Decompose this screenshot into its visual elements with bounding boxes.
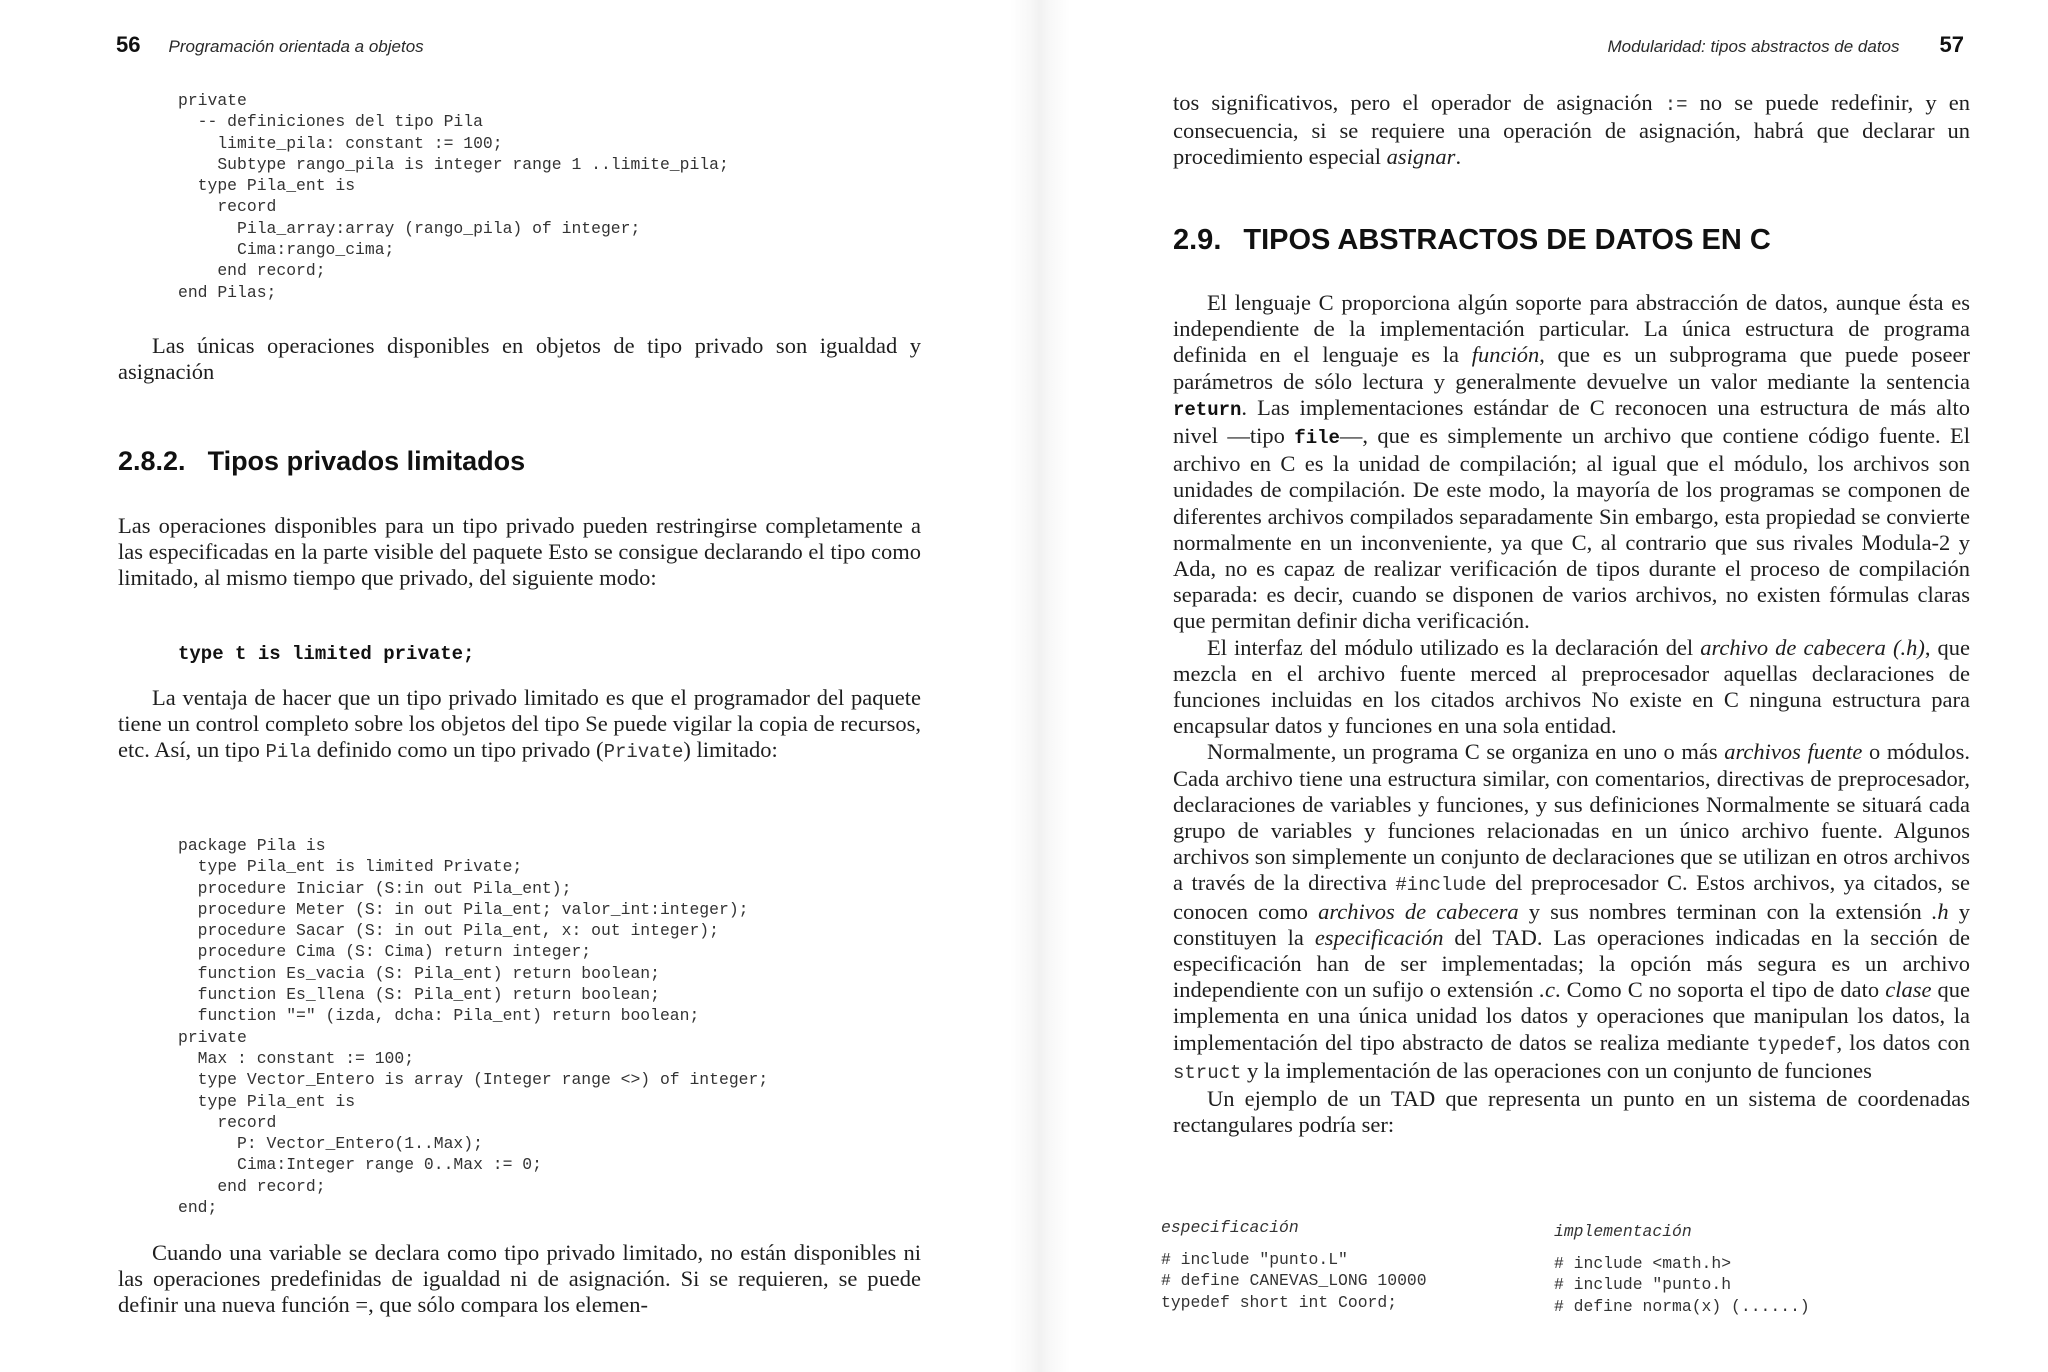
paragraph-when-declared: Cuando una variable se declara como tipo privado limitado, no están disponibles ni las operaciones predefinidas de igualdad ni de asignación. Si se requieren, se puede definir una nueva función =, que sólo compara los elemen- (118, 1240, 921, 1318)
typedef-keyword: typedef (1756, 1033, 1837, 1056)
especificacion-term: especificación (1314, 924, 1444, 950)
p3-text-j: y la implementación de las operaciones con un conjunto de funciones (1241, 1057, 1872, 1083)
limited-private-declaration: type t is limited private; (178, 643, 475, 665)
p3-text-f: del TAD. Las operaciones indicadas en la sección de especificación han de ser implementadas; la opción más segura es un archivo independiente con un sufijo o extensión (1173, 924, 1970, 1003)
funcion-term: función (1471, 342, 1540, 368)
paragraph-module-interface (1173, 635, 1970, 740)
spec-code-block: # include "punto.L" # define CANEVAS_LONG 10000 typedef short int Coord; (1161, 1250, 1427, 1312)
paragraph-restricted: Las operaciones disponibles para un tipo privado pueden restringirse completamente a las especificadas en la parte visible del paquete Esto se consigue declarando el tipo como limitado, al mismo tiempo que privado, del siguiente modo: (118, 513, 921, 591)
section-heading-2-8-2 (118, 446, 525, 477)
right-running-header (1608, 32, 1965, 60)
p1-text-b: , que es un subprograma que puede poseer parámetros de sólo lectura y generalmente devuelve un valor mediante la sentencia (1173, 342, 1970, 394)
paragraph-program-organization (1173, 739, 1970, 1086)
left-running-header (116, 32, 424, 60)
left-header-title: Programación orientada a objetos (168, 37, 424, 56)
p3-text-i: , los datos con (1836, 1029, 1970, 1055)
p3-text-a: Normalmente, un programa C se organiza en uno o más (1207, 739, 1725, 765)
right-page-number: 57 (1939, 32, 1964, 57)
struct-keyword: struct (1173, 1061, 1242, 1084)
assignment-operator: := (1664, 94, 1688, 116)
advantage-text-b: definido como un tipo privado ( (311, 737, 604, 763)
section-heading-2-9 (1173, 224, 1771, 257)
right-header-title: Modularidad: tipos abstractos de datos (1607, 37, 1900, 56)
p3-text-h: que implementa en una única unidad los datos y operaciones que manipulan los datos, la implementación del tipo abstracto de datos se realiza mediante (1173, 977, 1970, 1055)
continued-text-a: tos significativos, pero el operador de asignación (1173, 90, 1665, 115)
section-number: 2.9. (1173, 224, 1222, 256)
spec-column-title: especificación (1161, 1218, 1299, 1237)
paragraph-tad-example: Un ejemplo de un TAD que representa un punto en un sistema de coordenadas rectangulares podría ser: (1173, 1086, 1970, 1138)
advantage-code-private: Private (603, 741, 684, 764)
code-package-block: package Pila is type Pila_ent is limited Private; procedure Iniciar (S:in out Pila_ent); procedure Meter (S: in out Pila_ent; valor_int:integer); procedure Sacar (S: in out Pila_ent, x: out integer); procedure Cima (S: Cima) return integer; function Es_vacia (S: Pila_ent) return boolean; function Es_llena (S: Pila_ent) return boolean; function "=" (izda, dcha: Pila_ent) return boolean; private Max : constant := 100; type Vector_Entero is array (Integer range <>) of integer; type Pila_ent is record P: Vector_Entero(1..Max); Cima:Integer range 0..Max := 0; end record; end; (178, 836, 769, 1218)
right-page (1060, 0, 2048, 1372)
p2-text-a: El interfaz del módulo utilizado es la declaración del (1207, 634, 1701, 660)
paragraph-continued (1173, 90, 1970, 171)
paragraph-c-abstraction (1173, 290, 1970, 635)
c-extension: .c (1539, 977, 1555, 1003)
clase-term: clase (1885, 977, 1932, 1003)
archivos-cabecera-term: archivos de cabecera (1318, 898, 1519, 924)
include-directive: #include (1395, 874, 1487, 897)
section-number: 2.8.2. (118, 446, 186, 476)
impl-code-block: # include <math.h> # include "punto.h # define norma(x) (......) (1554, 1254, 1810, 1316)
return-keyword: return (1173, 398, 1242, 421)
advantage-code-pila: Pila (265, 741, 312, 764)
asignar-term: asignar (1386, 144, 1456, 170)
left-page (0, 0, 1020, 1372)
advantage-text-c: ) limitado: (683, 737, 778, 763)
p3-text-g: . Como C no soporta el tipo de dato (1554, 977, 1886, 1003)
h-extension: .h (1931, 898, 1949, 924)
impl-column-title: implementación (1554, 1222, 1692, 1241)
code-private-block: private -- definiciones del tipo Pila limite_pila: constant := 100; Subtype rango_pila is integer range 1 ..limite_pila; type Pila_ent is record Pila_array:array (rango_pila) of integer; Cima:rango_cima; end record; end Pilas; (178, 91, 729, 302)
p1-text-c: . Las implementaciones estándar de C reconocen una estructura de más alto nivel —tipo (1173, 394, 1970, 449)
p3-text-d: y sus nombres terminan con la extensión (1518, 898, 1932, 924)
paragraph-advantage (118, 685, 921, 766)
p2-text-b: , que mezcla en el archivo fuente merced al preprocesador aquellas declaraciones de funciones incluidas en los citados archivos No existe en C ninguna estructura para encapsular datos y funciones en una sola entidad. (1173, 634, 1970, 739)
file-keyword: file (1294, 427, 1340, 450)
p3-text-b: o módulos. Cada archivo tiene una estructura similar, con comentarios, directivas de preprocesador, declaraciones de variables y funciones, y sus definiciones Normalmente se situará cada grupo de variables y funciones relacionadas en un único archivo fuente. Algunos archivos son simplemente un conjunto de declaraciones que se utilizan en otros archivos a través de la directiva (1173, 739, 1970, 896)
p1-text-d: —, que es simplemente un archivo que contiene código fuente. El archivo en C es la unidad de compilación; al igual que el módulo, los archivos son unidades de compilación. De este modo, la mayoría de los programas se componen de diferentes archivos compilados separadamente Sin embargo, esta propiedad se convierte normalmente en un inconveniente, ya que C, al contrario que sus rivales Modula-2 y Ada, no es capaz de realizar verificación de tipos durante el proceso de compilación separada: es decir, cuando se disponen de varios archivos, no existen fórmulas claras que permitan definir dicha verificación. (1173, 423, 1970, 634)
section-body (1173, 290, 1970, 1139)
p3-text-e: y constituyen la (1173, 898, 1971, 950)
p3-text-c: del preprocesador C. Estos archivos, ya citados, se conocen como (1173, 870, 1971, 924)
archivos-fuente-term: archivos fuente (1724, 739, 1863, 765)
continued-text-b: no se puede redefinir, y en consecuencia, si se requiere una operación de asignación, habrá que declarar un procedimiento especial (1173, 90, 1970, 170)
p1-text-a: El lenguaje C proporciona algún soporte para abstracción de datos, aunque ésta es independiente de la implementación particular. La única estructura de programa definida en el lenguaje es la (1173, 290, 1970, 368)
section-title: TIPOS ABSTRACTOS DE DATOS EN C (1243, 224, 1771, 256)
left-page-number: 56 (116, 32, 141, 57)
paragraph-private-ops: Las únicas operaciones disponibles en objetos de tipo privado son igualdad y asignación (118, 333, 921, 385)
continued-text-c: . (1455, 144, 1462, 170)
header-file-term: archivo de cabecera (.h) (1700, 634, 1925, 660)
advantage-text-a: La ventaja de hacer que un tipo privado limitado es que el programador del paquete tiene un control completo sobre los objetos del tipo Se puede vigilar la copia de recursos, etc. Así, un tipo (118, 685, 921, 763)
section-title: Tipos privados limitados (207, 446, 526, 476)
